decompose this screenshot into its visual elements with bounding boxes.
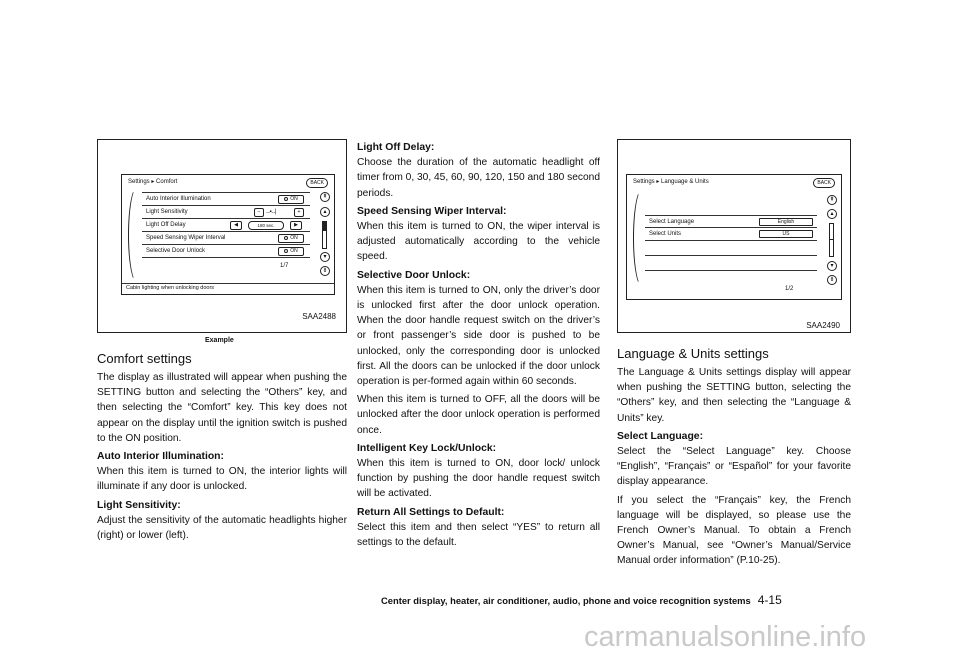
page-indicator: 1/7 — [280, 263, 289, 269]
language-value: English — [759, 218, 813, 226]
language-screen — [626, 174, 842, 300]
on-toggle: ON — [278, 234, 304, 243]
scroll-bottom-icon: ⇟ — [320, 266, 330, 276]
delay-value: 180 sec. — [248, 221, 284, 230]
scroll-down-icon: ▾ — [827, 261, 837, 271]
scroll-up-icon: ▴ — [827, 209, 837, 219]
subsection-title: Auto Interior Illumination: — [97, 451, 224, 463]
left-arrow-icon: ◀ — [230, 221, 242, 230]
screen-breadcrumb: Settings ▸ Comfort — [128, 179, 178, 185]
chapter-title: Center display, heater, air conditioner, audio, phone and voice recognition systems — [381, 595, 751, 606]
section-heading: Language & Units settings — [617, 346, 769, 361]
row-label: Selective Door Unlock — [146, 248, 206, 254]
subsection-body: Adjust the sensitivity of the automatic headlights higher (right) or lower (left). — [97, 514, 347, 542]
subsection-body: Select the “Select Language” key. Choose “English”, “Français” or “Español” for your favorite display appearance. — [617, 446, 851, 488]
row-label: Select Units — [649, 231, 682, 237]
scroll-down-icon: ▾ — [320, 252, 330, 262]
menu-row-auto-interior-illumination — [142, 192, 310, 205]
subsection-body: When this item is turned to ON, the interior lights will illuminate if any door is unlocked. — [97, 466, 347, 493]
row-label: Select Language — [649, 219, 695, 225]
comfort-screen — [121, 174, 335, 295]
column-comfort-settings — [97, 350, 347, 543]
column-language-units — [617, 345, 851, 569]
scroll-bottom-icon: ⇟ — [827, 275, 837, 285]
plus-icon: + — [294, 208, 304, 217]
right-arrow-icon: ▶ — [290, 221, 302, 230]
scroll-up-icon: ▴ — [320, 207, 330, 217]
on-toggle: ON — [278, 195, 304, 204]
subsection-body: Choose the duration of the automatic headlight off timer from 0, 30, 45, 60, 90, 120, 150 and 180 second periods. — [357, 157, 600, 199]
subsection-body: When this item is turned to ON, only the driver’s door is unlocked first after the door unlock operation. When the door handle request switch on the driver’s or front passenger’s side door is pushed to be unlocked, only the corresponding door is unlocked first. All the doors can be unlocked if the door unlock operation is per-formed again within 60 seconds. — [357, 284, 600, 388]
figure-caption: Example — [205, 337, 234, 344]
units-value: US — [759, 230, 813, 238]
sensitivity-slider-icon: ‥▪‥| — [266, 209, 276, 215]
screen-footer-text: Cabin lighting when unlocking doors — [122, 283, 334, 293]
scroll-top-icon: ⇞ — [320, 192, 330, 202]
back-button: BACK — [306, 178, 328, 188]
menu-row-light-sensitivity — [142, 205, 310, 218]
subsection-title: Light Sensitivity: — [97, 499, 181, 511]
menu-row-selective-door-unlock — [142, 244, 310, 258]
subsection-body: Select this item and then select “YES” to return all settings to the default. — [357, 521, 600, 549]
row-label: Light Sensitivity — [146, 209, 188, 215]
subsection-title: Speed Sensing Wiper Interval: — [357, 205, 507, 217]
intro-paragraph: The Language & Units settings display will appear when pushing the SETTING button, selecting the “Others” key, and then selecting the “Language & Units” key. — [617, 367, 851, 424]
scrollbar — [322, 221, 327, 249]
menu-row-light-off-delay — [142, 218, 310, 231]
page-footer — [381, 593, 782, 607]
subsection-body: If you select the “Français” key, the French language will be displayed, so please use the French Owner’s Manual. To obtain a French Owner’s Manual, see “Owner’s Manual/Service Manual order information” (P.10-25). — [617, 494, 851, 567]
subsection-body: When this item is turned to OFF, all the doors will be unlocked after the door unlock operation is performed once. — [357, 394, 600, 436]
page-indicator: 1/2 — [785, 286, 794, 292]
subsection-title: Light Off Delay: — [357, 142, 435, 153]
column-comfort-items — [357, 140, 600, 550]
subsection-title: Select Language: — [617, 430, 704, 442]
menu-row-select-units — [645, 227, 817, 240]
subsection-title: Selective Door Unlock: — [357, 269, 471, 281]
figure-code: SAA2488 — [302, 312, 336, 321]
on-toggle: ON — [278, 247, 304, 256]
page-number: 4-15 — [757, 593, 782, 607]
row-label: Light Off Delay — [146, 222, 186, 228]
language-units-figure — [617, 139, 851, 333]
menu-row-speed-sensing-wiper — [142, 231, 310, 244]
subsection-body: When this item is turned to ON, door lock/ unlock function by pushing the door handle request switch will be activated. — [357, 458, 600, 500]
figure-code: SAA2490 — [806, 321, 840, 330]
row-label: Auto Interior Illumination — [146, 196, 211, 202]
section-heading: Comfort settings — [97, 351, 192, 366]
subsection-title: Return All Settings to Default: — [357, 506, 505, 518]
comfort-settings-figure — [97, 139, 347, 333]
scrollbar — [829, 223, 834, 257]
subsection-body: When this item is turned to ON, the wiper interval is adjusted automatically according to the vehicle speed. — [357, 221, 600, 263]
scroll-top-icon: ⇞ — [827, 195, 837, 205]
screen-breadcrumb: Settings ▸ Language & Units — [633, 179, 709, 185]
watermark: carmanualsonline.info — [584, 621, 867, 653]
subsection-title: Intelligent Key Lock/Unlock: — [357, 442, 497, 454]
intro-paragraph: The display as illustrated will appear when pushing the SETTING button and selecting the “Others” key, and then selecting the “Comfort” key. This key does not appear on the display until the ignition switch is pushed to the ON position. — [97, 372, 347, 444]
minus-icon: − — [254, 208, 264, 217]
row-label: Speed Sensing Wiper Interval — [146, 235, 226, 241]
back-button: BACK — [813, 178, 835, 188]
